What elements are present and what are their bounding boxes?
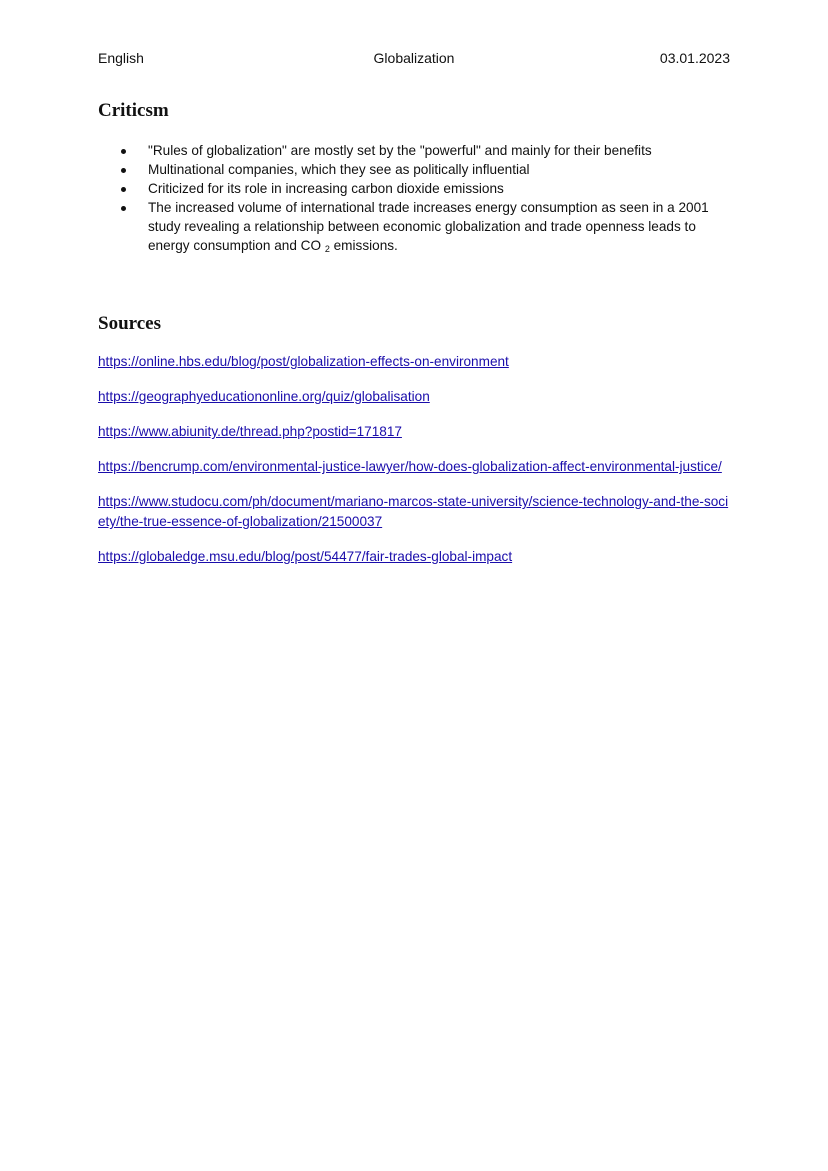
header-language: English: [98, 50, 144, 66]
header-topic: Globalization: [373, 50, 455, 66]
list-item: [148, 160, 738, 179]
sources-list: [98, 352, 730, 582]
list-item-text-end: emissions.: [329, 238, 398, 253]
bullet-icon: [121, 187, 126, 192]
header-date: 03.01.2023: [659, 50, 730, 66]
page-header: [98, 50, 730, 70]
subscript-two: 2: [324, 244, 330, 254]
source-link[interactable]: https://online.hbs.edu/blog/post/globalization-effects-on-environment: [98, 354, 509, 369]
list-item-text: Multinational companies, which they see as politically influential: [148, 162, 530, 177]
source-link[interactable]: https://bencrump.com/environmental-justice-lawyer/how-does-globalization-affect-environmental-justice/: [98, 459, 722, 474]
bullet-icon: [121, 168, 126, 173]
bullet-icon: [121, 206, 126, 211]
sources-heading: Sources: [98, 313, 161, 334]
bullet-icon: [121, 149, 126, 154]
list-item-text: "Rules of globalization" are mostly set by the "powerful" and mainly for their benefits: [148, 143, 652, 158]
list-item-text: The increased volume of international trade increases energy consumption as seen in a 2001 study revealing a relationship between economic globalization and trade openness leads to energy consumption and CO: [148, 200, 709, 253]
source-link[interactable]: https://globaledge.msu.edu/blog/post/54477/fair-trades-global-impact: [98, 549, 513, 564]
list-item: [148, 198, 738, 259]
list-item: [148, 179, 738, 198]
criticism-heading: Criticsm: [98, 100, 169, 121]
criticism-list: [98, 141, 738, 259]
source-link[interactable]: https://www.abiunity.de/thread.php?postid=171817: [98, 424, 402, 439]
list-item: [148, 141, 738, 160]
source-link[interactable]: https://geographyeducationonline.org/quiz/globalisation: [98, 389, 430, 404]
source-link[interactable]: https://www.studocu.com/ph/document/mariano-marcos-state-university/science-technology-and-the-society/the-true-essence-of-globalization/21500037: [98, 494, 729, 529]
list-item-text: Criticized for its role in increasing carbon dioxide emissions: [148, 181, 504, 196]
